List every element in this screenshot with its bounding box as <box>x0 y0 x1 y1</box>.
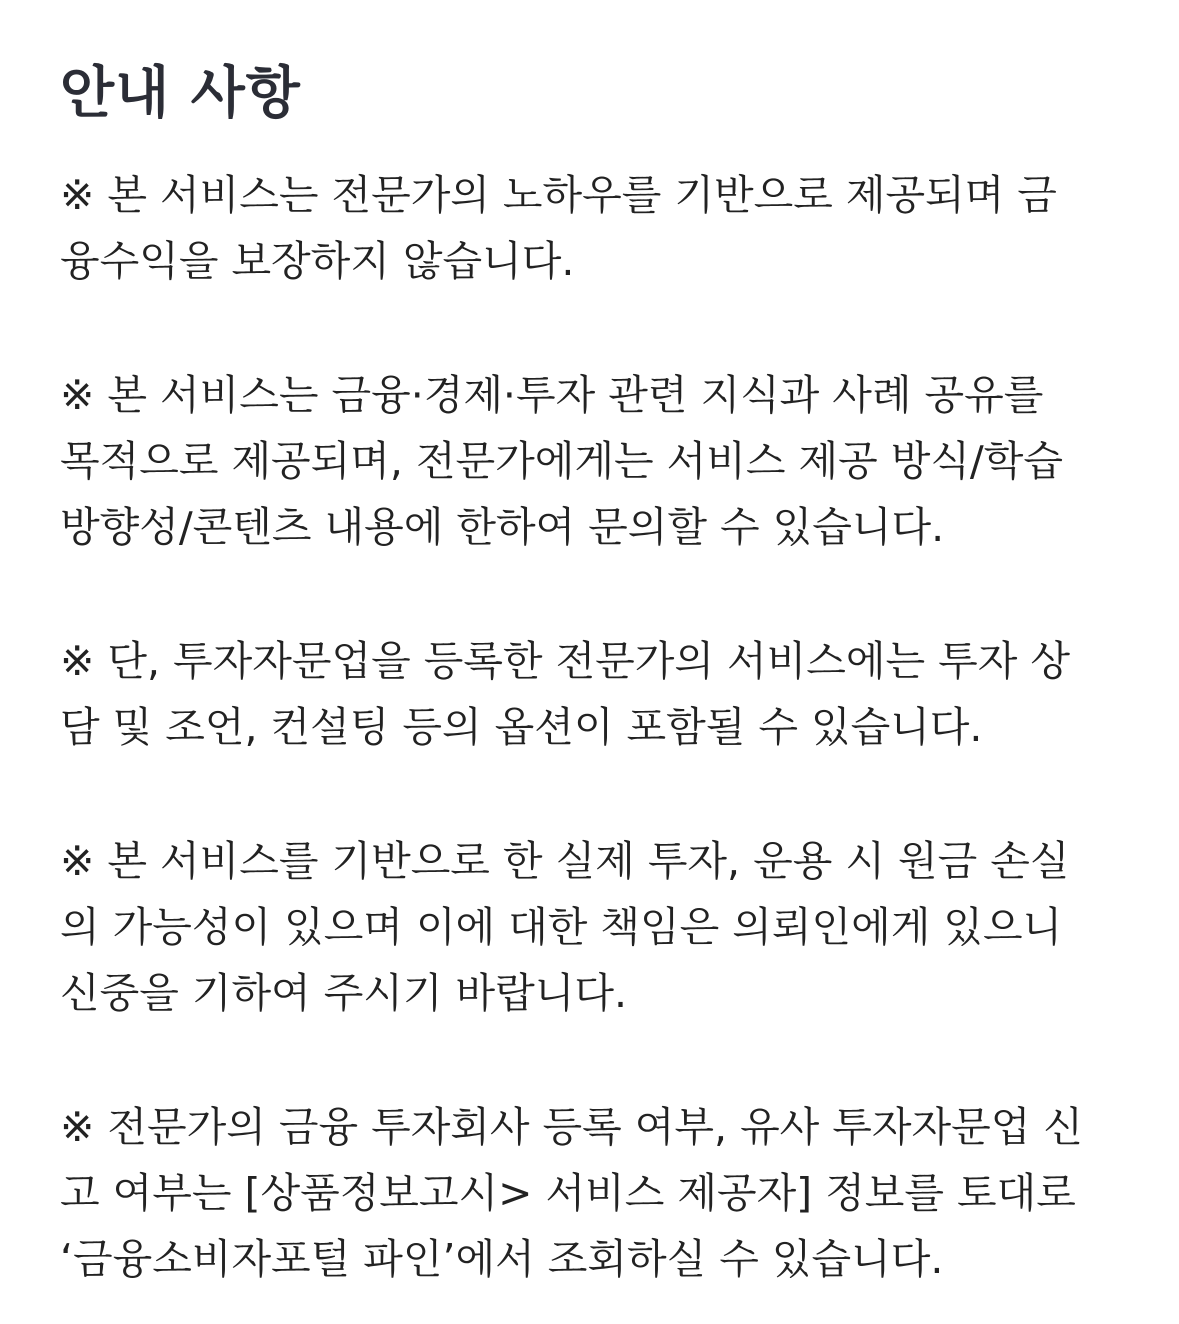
page-title: 안내 사항 <box>60 61 301 126</box>
notice-item <box>60 1094 1119 1292</box>
notice-line: ※ 본 서비스는 전문가의 노하우를 기반으로 제공되며 금 <box>60 171 1057 219</box>
notice-line: 고 여부는 [상품정보고시> 서비스 제공자] 정보를 토대로 <box>60 1169 1076 1217</box>
notice-line: ※ 전문가의 금융 투자회사 등록 여부, 유사 투자자문업 신 <box>60 1103 1083 1151</box>
notice-line: ‘금융소비자포털 파인’에서 조회하실 수 있습니다. <box>60 1235 944 1283</box>
notice-line: 신중을 기하여 주시기 바랍니다. <box>60 969 628 1017</box>
notice-line: 목적으로 제공되며, 전문가에게는 서비스 제공 방식/학습 <box>60 437 1063 485</box>
notice-line: ※ 단, 투자자문업을 등록한 전문가의 서비스에는 투자 상 <box>60 637 1070 685</box>
notice-line: 융수익을 보장하지 않습니다. <box>60 237 575 285</box>
notice-item <box>60 362 1119 560</box>
notice-line: 의 가능성이 있으며 이에 대한 책임은 의뢰인에게 있으니 <box>60 903 1063 951</box>
notice-line: ※ 본 서비스는 금융·경제·투자 관련 지식과 사례 공유를 <box>60 371 1044 419</box>
notice-line: 방향성/콘텐츠 내용에 한하여 문의할 수 있습니다. <box>60 503 945 551</box>
notice-list <box>60 162 1119 1292</box>
notice-line: 담 및 조언, 컨설팅 등의 옵션이 포함될 수 있습니다. <box>60 703 983 751</box>
notice-line: ※ 본 서비스를 기반으로 한 실제 투자, 운용 시 원금 손실 <box>60 837 1070 885</box>
notice-item <box>60 162 1119 294</box>
notice-item <box>60 628 1119 760</box>
notice-item <box>60 828 1119 1026</box>
